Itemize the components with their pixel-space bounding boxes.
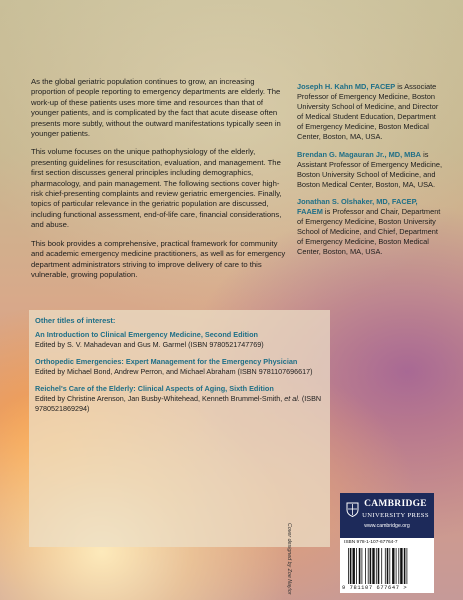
author-description: is Professor and Chair, Department of Emergency Medicine, Boston University School of Medicine, and Chief, Department of Emergency Medicine, Boston Medical Center, Boston, MA, USA.: [297, 207, 441, 257]
author-bios: [297, 82, 443, 265]
description-paragraph-2: This volume focuses on the unique pathophysiology of the elderly, presenting guidelines for resuscitation, evaluation, and management. The first section discusses general principles including demographics, pharmacology, and pain management. The following sections cover high-risk chief-presenting complaints and review geriatric emergencies. Finally, topics of particular relevance in the geriatric population are discussed, including functional assessment, end-of-life care, financial considerations, and abuse.: [31, 147, 282, 230]
book-description: [31, 77, 286, 288]
publisher-name: CAMBRIDGE: [364, 499, 427, 509]
author-bio-1: [297, 82, 443, 143]
author-description: is Associate Professor of Emergency Medicine, Boston University School of Medicine, and Director of Medical Student Education, Department of Emergency Medicine, Boston Medical Center, Boston, MA, USA.: [297, 82, 439, 142]
isbn-text: ISBN 978-1-107-67764-7: [344, 540, 398, 545]
other-titles: [35, 316, 325, 421]
author-name: Joseph H. Kahn MD, FACEP: [297, 82, 396, 91]
publisher-subname: UNIVERSITY PRESS: [362, 512, 429, 519]
author-bio-3: [297, 197, 443, 258]
author-description: is Assistant Professor of Emergency Medicine, Boston University School of Medicine, and Boston Medical Center, Boston, MA, USA.: [297, 149, 442, 189]
author-name: Jonathan S. Olshaker, MD, FACEP, FAAEM: [297, 196, 418, 217]
isbn-text: (ISBN 9780521869294): [35, 394, 322, 413]
barcode-number: 9 781107 677647 >: [342, 585, 408, 591]
other-title-name: An Introduction to Clinical Emergency Medicine, Second Edition: [35, 330, 258, 339]
other-title-editors: Edited by S. V. Mahadevan and Gus M. Garmel (ISBN 9780521747769): [35, 340, 264, 349]
other-title-editors: Edited by Michael Bond, Andrew Perron, and Michael Abraham (ISBN 9781107696617): [35, 367, 313, 376]
other-title-editors: [35, 394, 325, 414]
et-al: et al.: [284, 394, 300, 403]
description-paragraph-1: As the global geriatric population continues to grow, an increasing proportion of people reporting to emergency departments are elderly. The work-up of these patients uses more time and resources than that of younger patients, and is complicated by the fact that acute disease often presents more subtly, without the outward manifestations typically seen in younger patients.: [31, 77, 281, 139]
isbn-barcode-block: [340, 538, 434, 593]
editors-text: Edited by Christine Arenson, Jan Busby-Whitehead, Kenneth Brummel-Smith,: [35, 394, 285, 403]
barcode-icon: [346, 548, 428, 584]
author-name: Brendan G. Magauran Jr., MD, MBA: [297, 149, 422, 159]
other-titles-heading: Other titles of interest:: [35, 316, 116, 325]
other-title-name: Reichel's Care of the Elderly: Clinical Aspects of Aging, Sixth Edition: [35, 384, 274, 393]
university-crest-icon: [346, 502, 359, 517]
publisher-url: www.cambridge.org: [364, 523, 410, 529]
author-bio-2: [297, 150, 443, 190]
cover-design-credit: Cover designed by Zoe Naylor: [286, 523, 292, 595]
other-title-name: Orthopedic Emergencies: Expert Management for the Emergency Physician: [35, 357, 298, 366]
description-paragraph-3: This book provides a comprehensive, practical framework for community and academic emergency medicine practitioners, as well as for emergency department administrators striving to improve delivery of care to this vulnerable, growing population.: [31, 238, 286, 279]
